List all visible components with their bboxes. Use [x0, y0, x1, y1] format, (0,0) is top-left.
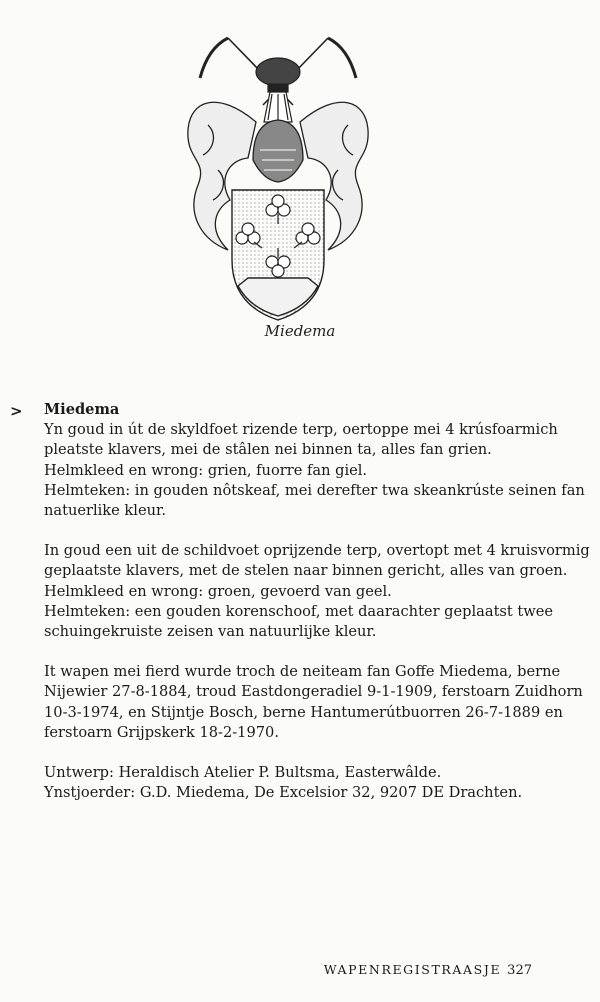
text-line: 10-3-1974, en Stijntje Bosch, berne Hantumerútbuorren 26-7-1889 en	[44, 703, 563, 721]
text-line: Helmkleed en wrong: groen, gevoerd van geel.	[44, 582, 392, 600]
design-credit: Untwerp: Heraldisch Atelier P. Bultsma, Easterwâlde.	[44, 764, 442, 782]
page-number: 327	[507, 963, 532, 978]
text-line: Yn goud in út de skyldfoet rizende terp, oertoppe mei 4 krúsfoarmich	[44, 421, 558, 439]
applicant-credit: Ynstjoerder: G.D. Miedema, De Excelsior 32, 9207 DE Drachten.	[44, 784, 523, 802]
history-paragraph	[44, 662, 583, 743]
frisian-blazon	[44, 420, 585, 521]
text-line: pleatste klavers, mei de stâlen nei binnen ta, alles fan grien.	[44, 441, 492, 459]
text-line: natuerlike kleur.	[44, 502, 166, 520]
text-line: Helmteken: in gouden nôtskeaf, mei derefter twa skeankrúste seinen fan	[44, 481, 585, 499]
text-line: It wapen mei fierd wurde troch de neiteam fan Goffe Miedema, berne	[44, 663, 561, 681]
helmet	[253, 120, 303, 182]
text-line: Helmkleed en wrong: grien, fuorre fan giel.	[44, 461, 368, 479]
text-line: Helmteken: een gouden korenschoof, met daarachter geplaatst twee	[44, 602, 554, 620]
entry-text	[44, 400, 590, 803]
text-line: Nijewier 27-8-1884, troud Eastdongeradiel 9-1-1909, ferstoarn Zuidhorn	[44, 683, 583, 701]
page-footer	[324, 962, 532, 978]
text-line: ferstoarn Grijpskerk 18-2-1970.	[44, 723, 279, 741]
dutch-blazon	[44, 541, 590, 642]
coat-of-arms-illustration	[178, 10, 378, 325]
text-line: schuingekruiste zeisen van natuurlijke kleur.	[44, 623, 377, 641]
entry-marker: >	[10, 402, 23, 420]
coat-of-arms-caption: Miedema	[264, 322, 336, 340]
entry-title: Miedema	[44, 401, 120, 418]
text-line: In goud een uit de schildvoet oprijzende terp, overtopt met 4 kruisvormig	[44, 542, 590, 560]
running-head: WAPENREGISTRAASJE	[323, 962, 502, 977]
wheat-sheaf-crest	[256, 58, 300, 122]
text-line: geplaatste klavers, met de stelen naar binnen gericht, alles van groen.	[44, 562, 568, 580]
